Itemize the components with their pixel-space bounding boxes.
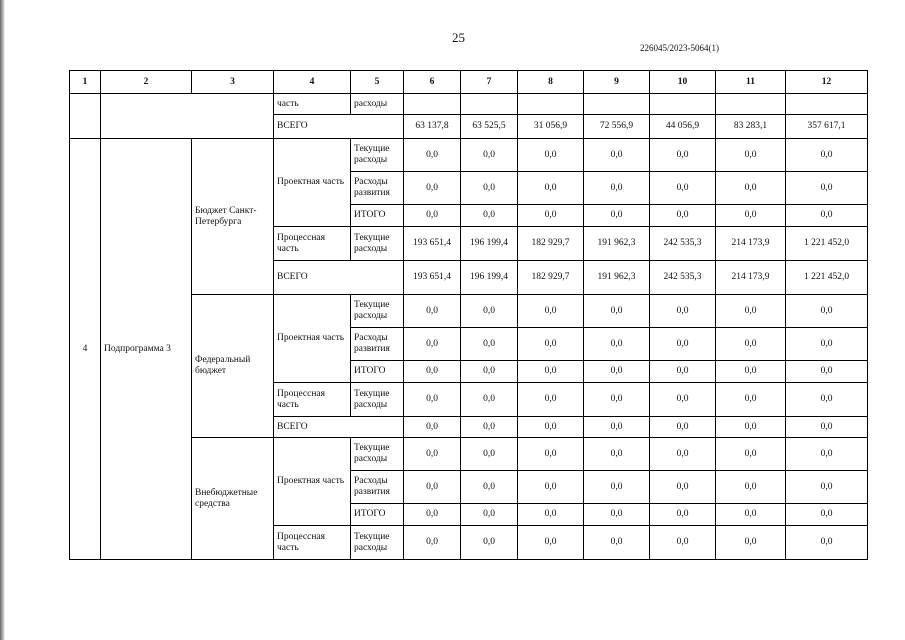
- table-cell: 63 525,5: [461, 115, 518, 139]
- table-cell: 0,0: [786, 172, 868, 205]
- table-cell: 0,0: [404, 172, 461, 205]
- table-cell: 0,0: [786, 139, 868, 172]
- col-header: 12: [786, 71, 868, 94]
- table-cell: 83 283,1: [716, 115, 786, 139]
- table-cell: 0,0: [716, 417, 786, 438]
- table-cell: 0,0: [650, 471, 716, 504]
- table-cell: 214 173,9: [716, 261, 786, 295]
- col-header: 7: [461, 71, 518, 94]
- table-cell: 0,0: [584, 295, 650, 328]
- table-cell: 0,0: [518, 205, 584, 227]
- table-cell: 0,0: [786, 417, 868, 438]
- table-cell: 0,0: [518, 471, 584, 504]
- table-cell: 0,0: [786, 471, 868, 504]
- current-expenses-label: Текущие расходы: [351, 227, 404, 261]
- table-cell: 0,0: [404, 471, 461, 504]
- development-expenses-label: Расходы развития: [351, 172, 404, 205]
- development-expenses-label: Расходы развития: [351, 471, 404, 504]
- col-header: 3: [192, 71, 274, 94]
- table-cell: 193 651,4: [404, 227, 461, 261]
- table-cell: 0,0: [584, 172, 650, 205]
- col-header: 2: [101, 71, 192, 94]
- table-cell: 0,0: [786, 361, 868, 383]
- column-number-row: [70, 71, 868, 94]
- total-label: ВСЕГО: [274, 261, 404, 295]
- scan-edge: [0, 0, 5, 640]
- table-cell: 0,0: [404, 526, 461, 560]
- cell-empty: [101, 94, 274, 139]
- program-name: Подпрограмма 3: [101, 139, 192, 560]
- program-number: 4: [70, 139, 101, 560]
- table-cell: 0,0: [584, 526, 650, 560]
- table-cell: 0,0: [518, 417, 584, 438]
- budget-table: [69, 70, 868, 560]
- table-cell: 0,0: [461, 205, 518, 227]
- table-cell: 191 962,3: [584, 261, 650, 295]
- subtotal-label: ИТОГО: [351, 504, 404, 526]
- table-cell: 0,0: [404, 205, 461, 227]
- table-cell: 0,0: [518, 139, 584, 172]
- table-cell: 357 617,1: [786, 115, 868, 139]
- table-cell: 0,0: [650, 328, 716, 361]
- table-cell: 0,0: [786, 295, 868, 328]
- cell-part: часть: [274, 94, 351, 115]
- cell-total-label: ВСЕГО: [274, 115, 404, 139]
- table-cell: 0,0: [584, 328, 650, 361]
- table-cell: 214 173,9: [716, 227, 786, 261]
- project-part-label: Проектная часть: [274, 295, 351, 383]
- table-cell: 196 199,4: [461, 261, 518, 295]
- current-expenses-label: Текущие расходы: [351, 295, 404, 328]
- table-cell: 0,0: [461, 139, 518, 172]
- table-cell: 0,0: [716, 526, 786, 560]
- table-cell: 0,0: [786, 205, 868, 227]
- col-header: 8: [518, 71, 584, 94]
- current-expenses-label: Текущие расходы: [351, 438, 404, 471]
- table-cell: 0,0: [404, 438, 461, 471]
- table-cell: 0,0: [650, 504, 716, 526]
- col-header: 5: [351, 71, 404, 94]
- table-cell: 63 137,8: [404, 115, 461, 139]
- table-cell: 0,0: [584, 383, 650, 417]
- table-cell: 0,0: [786, 328, 868, 361]
- table-cell: 31 056,9: [518, 115, 584, 139]
- source-extra: Внебюджетные средства: [192, 438, 274, 560]
- table-cell: 0,0: [716, 328, 786, 361]
- table-cell: 0,0: [716, 295, 786, 328]
- table-cell: 0,0: [404, 139, 461, 172]
- table-cell: 0,0: [404, 504, 461, 526]
- table-cell: 0,0: [518, 504, 584, 526]
- col-header: 11: [716, 71, 786, 94]
- table-cell: 0,0: [461, 438, 518, 471]
- table-cell: 0,0: [404, 417, 461, 438]
- table-cell: 0,0: [584, 205, 650, 227]
- table-cell: 0,0: [716, 504, 786, 526]
- cell-empty: [70, 94, 101, 139]
- table-cell: 0,0: [716, 205, 786, 227]
- table-cell: 182 929,7: [518, 261, 584, 295]
- total-label: ВСЕГО: [274, 417, 404, 438]
- table-cell: 1 221 452,0: [786, 261, 868, 295]
- table-cell: 242 535,3: [650, 261, 716, 295]
- table-cell: 0,0: [461, 361, 518, 383]
- table-cell: 0,0: [716, 471, 786, 504]
- table-cell: 0,0: [584, 139, 650, 172]
- table-cell: 0,0: [786, 526, 868, 560]
- table-cell: 0,0: [650, 383, 716, 417]
- table-cell: 0,0: [584, 417, 650, 438]
- table-cell: 72 556,9: [584, 115, 650, 139]
- process-part-label: Процессная часть: [274, 227, 351, 261]
- table-cell: 0,0: [650, 295, 716, 328]
- process-part-label: Процессная часть: [274, 526, 351, 560]
- table-cell: 0,0: [518, 361, 584, 383]
- table-cell: 182 929,7: [518, 227, 584, 261]
- table-cell: 0,0: [518, 295, 584, 328]
- table-cell: 0,0: [518, 438, 584, 471]
- development-expenses-label: Расходы развития: [351, 328, 404, 361]
- table-cell: 196 199,4: [461, 227, 518, 261]
- table-cell: 242 535,3: [650, 227, 716, 261]
- table-cell: 0,0: [786, 438, 868, 471]
- table-cell: 0,0: [461, 328, 518, 361]
- table-cell: 0,0: [786, 504, 868, 526]
- table-cell: 0,0: [650, 438, 716, 471]
- table-cell: 1 221 452,0: [786, 227, 868, 261]
- table-cell: 0,0: [461, 172, 518, 205]
- col-header: 6: [404, 71, 461, 94]
- table-cell: 0,0: [650, 172, 716, 205]
- table-cell: 0,0: [518, 172, 584, 205]
- table-cell: 0,0: [404, 328, 461, 361]
- table-cell: 0,0: [716, 361, 786, 383]
- document-id: 226045/2023-5064(1): [640, 43, 719, 53]
- process-part-label: Процессная часть: [274, 383, 351, 417]
- table-cell: 0,0: [461, 471, 518, 504]
- table-cell: 0,0: [650, 526, 716, 560]
- table-cell: 0,0: [716, 139, 786, 172]
- table-cell: 0,0: [584, 471, 650, 504]
- subtotal-label: ИТОГО: [351, 361, 404, 383]
- source-federal: Федеральный бюджет: [192, 295, 274, 438]
- current-expenses-label: Текущие расходы: [351, 526, 404, 560]
- table-cell: 0,0: [650, 139, 716, 172]
- table-cell: 0,0: [650, 205, 716, 227]
- table-cell: 191 962,3: [584, 227, 650, 261]
- table-cell: 0,0: [716, 383, 786, 417]
- table-cell: 193 651,4: [404, 261, 461, 295]
- table-cell: 0,0: [518, 328, 584, 361]
- subtotal-label: ИТОГО: [351, 205, 404, 227]
- table-cell: 0,0: [650, 417, 716, 438]
- table-cell: 0,0: [584, 438, 650, 471]
- table-cell: 0,0: [518, 526, 584, 560]
- table-cell: 0,0: [461, 526, 518, 560]
- table-cell: 0,0: [404, 383, 461, 417]
- table-cell: 0,0: [404, 295, 461, 328]
- table-row: [70, 94, 868, 115]
- table-cell: 0,0: [461, 383, 518, 417]
- page-number: 25: [452, 30, 465, 45]
- table-cell: 0,0: [518, 383, 584, 417]
- table-cell: 0,0: [461, 417, 518, 438]
- current-expenses-label: Текущие расходы: [351, 139, 404, 172]
- col-header: 9: [584, 71, 650, 94]
- table-cell: 0,0: [584, 361, 650, 383]
- project-part-label: Проектная часть: [274, 438, 351, 526]
- project-part-label: Проектная часть: [274, 139, 351, 227]
- table-cell: 0,0: [404, 361, 461, 383]
- table-cell: 44 056,9: [650, 115, 716, 139]
- col-header: 4: [274, 71, 351, 94]
- table-cell: 0,0: [716, 172, 786, 205]
- col-header: 10: [650, 71, 716, 94]
- table-row: [70, 139, 868, 172]
- table-cell: 0,0: [461, 295, 518, 328]
- table-cell: 0,0: [584, 504, 650, 526]
- col-header: 1: [70, 71, 101, 94]
- source-spb: Бюджет Санкт-Петербурга: [192, 139, 274, 295]
- table-cell: 0,0: [461, 504, 518, 526]
- table-cell: 0,0: [716, 438, 786, 471]
- table-cell: 0,0: [786, 383, 868, 417]
- cell-expenses: расходы: [351, 94, 404, 115]
- current-expenses-label: Текущие расходы: [351, 383, 404, 417]
- table-cell: 0,0: [650, 361, 716, 383]
